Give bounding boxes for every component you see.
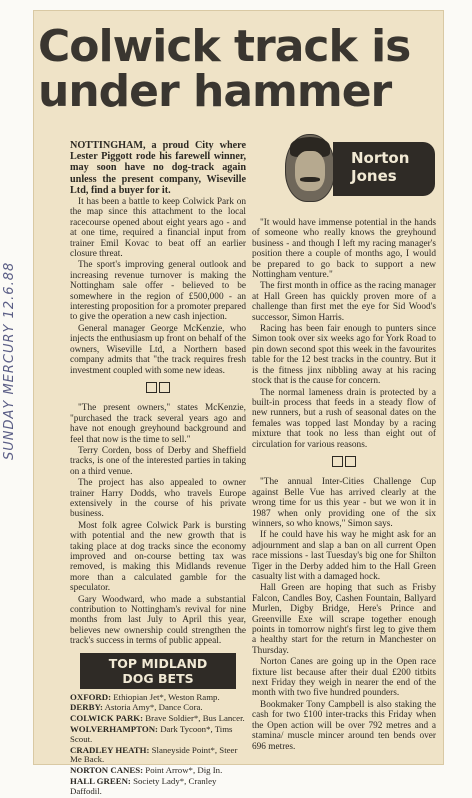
section-break-boxes <box>252 456 436 470</box>
author-last-name: Jones <box>351 167 397 185</box>
bet-item: CRADLEY HEATH: Slaneyside Point*, Steer Me Back. <box>70 744 238 765</box>
lead-paragraph: NOTTINGHAM, a proud City where Lester Piggott rode his farewell winner, may soon have no dog-track again unless the present company, Wiseville Ltd, find a buyer for it. <box>70 140 246 196</box>
paragraph: "It would have immense potential in the hands of someone who really knows the greyhound business - and though I left my racing manager's position there a couple of months ago, I would be prepared to go back to support a new Nottingham venture." <box>252 218 436 281</box>
bet-item: HALL GREEN: Society Lady*, Cranley Daffodil. <box>70 776 217 796</box>
byline <box>285 132 437 210</box>
paragraph: It has been a battle to keep Colwick Park on the map since this attachment to the local racecourse opened about eight years ago - and at one time, required a financial input from trainer Emil Kovac to beat off an earlier closure threat. <box>70 197 246 260</box>
paragraph: The sport's improving general outlook and increasing revenue turnover is making the Nottingham sale offer - believed to be somewhere in the region of £500,000 - an interesting proposition for a promoter prepared to give the operation a new cash injection. <box>70 260 246 323</box>
paragraph: Most folk agree Colwick Park is bursting with potential and the new growth that is taking place at dog tracks since the economy improved and on-course betting tax was removed, is making this Midlands revenue more than a calculated gamble for the speculator. <box>70 520 246 594</box>
paragraph: Racing has been fair enough to punters since Simon took over six weeks ago for York Road to pin down second spot this week in the favourites table for the 12 best tracks in the country. But it is the fitness jinx nibbling away at his racing stock that is the cause for concern. <box>252 324 436 387</box>
paragraph: If he could have his way he might ask for an adjournment and slap a ban on all current Open race missions - last Tuesday's big one for Shilton Tiger in the Derby added him to the Hall Green casualty list with a damaged hock. <box>252 530 436 582</box>
headline <box>38 21 448 117</box>
bet-item: DERBY: Astoria Amy*, Dance Cora. <box>70 702 203 713</box>
left-column <box>70 140 246 798</box>
bet-item: NORTON CANES: Point Arrow*, Dig In. <box>70 765 223 776</box>
paragraph: Hall Green are hoping that such as Frisby Falcon, Candles Boy, Cashen Fountain, Ballyard Murlen, Digby Bridge, Here's Prince and Greenville Exe will scrape together enough points in tomorrow night's first leg to give them a healthy start for the return in Manchester on Thursday. <box>252 583 436 656</box>
headline-line-2: under hammer <box>38 66 392 117</box>
paragraph: General manager George McKenzie, who injects the enthusiasm up front on behalf of the owners, Wiseville Ltd, a Northern based company admits that "the track requires fresh investment coupled with some new ideas. <box>70 323 246 376</box>
paragraph: Terry Corden, boss of Derby and Sheffield tracks, is one of the interested parties in taking on a third venue. <box>70 445 246 477</box>
headline-line-1: Colwick track is <box>38 21 411 72</box>
section-break-boxes <box>70 382 246 396</box>
paragraph: The project has also appealed to owner trainer Harry Dodds, who travels Europe extensively in the course of his private business. <box>70 478 246 520</box>
paragraph: The first month in office as the racing manager at Hall Green has quickly proven more of a challenge than first met the eye for Sid Wood's successor, Simon Harris. <box>252 281 436 323</box>
right-column <box>252 218 436 753</box>
handwritten-date-note: SUNDAY MERCURY 12.6.88 <box>2 261 17 460</box>
author-photo <box>285 134 335 202</box>
author-name-box <box>333 142 435 196</box>
dog-bets-list <box>70 693 246 797</box>
paragraph: "The present owners," states McKenzie, "purchased the track several years ago and have not enough greyhound background and feel that now is the time to sell." <box>70 403 246 445</box>
dog-bets-heading: TOP MIDLAND DOG BETS <box>80 653 236 689</box>
bet-item: OXFORD: Ethiopian Jet*, Weston Ramp. <box>70 691 220 702</box>
paragraph: Bookmaker Tony Campbell is also staking the cash for two £100 inter-tracks this Friday when the Open action will be over 792 metres and a stamina/ muscle mincer around ten bends over 696 metres. <box>252 699 436 752</box>
paragraph: "The annual Inter-Cities Challenge Cup against Belle Vue has arrived clearly at the wrong time for us this year - but we won it in 1987 when only providing one of the six winners, so who knows," Simon says. <box>252 477 436 529</box>
paragraph: Gary Woodward, who made a substantial contribution to Nottingham's revival for nine months from last July to April this year, believes new ownership could strengthen the track's success in terms of public appeal. <box>70 594 246 647</box>
paragraph: Norton Canes are going up in the Open race fixture list because after their dual £200 titbits next Friday they weigh in nearer the end of the month with two five hundred pounders. <box>252 657 436 699</box>
author-first-name: Norton <box>351 149 410 167</box>
bet-item: WOLVERHAMPTON: Dark Tycoon*, Tims Scout. <box>70 724 233 744</box>
paragraph: The normal lameness drain is protected by a built-in process that feeds in a steady flow of new runners, but a rush of seasonal dates on the females was topped last Monday by a racing mixture that took no less than eight out of circulation for various reasons. <box>252 387 436 450</box>
bet-item: COLWICK PARK: Brave Soldier*, Bus Lancer. <box>70 713 245 724</box>
